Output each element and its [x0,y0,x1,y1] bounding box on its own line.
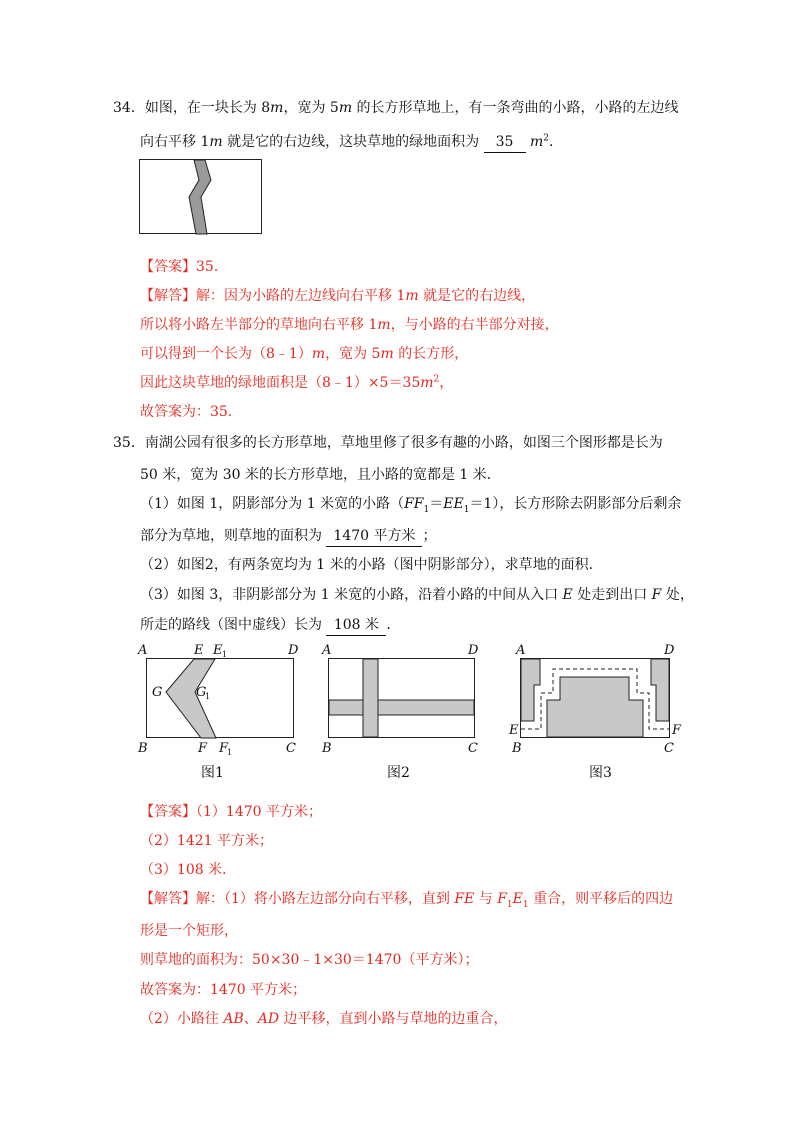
q35-solution-1: 【解答】解：（1）将小路左边部分向右平移，直到 FE 与 $F_1E_1$ 重合，则平移后的四边 [140,891,674,910]
q35-solution-4: 故答案为：1470 平方米； [140,982,307,998]
fig1-label-E: E [194,643,204,658]
fig1-label-F: F [198,741,208,756]
fig1-label-C: C [286,741,296,756]
figure-2-caption: 图2 [387,765,410,781]
figure-2-horizontal-path [329,700,474,715]
q35-part1-line1: （1）如图 1，阴影部分为 1 米宽的小路$(FF_1=EE_1=1)$，长方形除去阴影部分后剩余 [140,496,682,515]
fig3-label-A: A [516,643,526,658]
figure-1 [132,638,304,760]
figure-2 [318,638,486,760]
fig1-label-B: B [138,741,148,756]
q34-solution-3: 可以得到一个长为（8﹣1）m，宽为 5m 的长方形， [140,346,469,362]
q34-line1: 34．如图，在一块长为 8m，宽为 5m 的长方形草地上，有一条弯曲的小路，小路的左边线 [113,100,679,116]
q35-solution-5: （2）小路往 AB、AD 边平移，直到小路与草地的边重合， [140,1011,508,1027]
q34-answer: 【答案】35． [140,259,228,275]
fig2-label-B: B [322,741,332,756]
fig1-label-D: D [288,643,299,658]
q35-answer-1: 【答案】（1）1470 平方米； [140,804,322,820]
fig1-label-G1: G [196,685,207,700]
figure-3-caption: 图3 [589,765,612,781]
fig3-label-D: D [664,643,675,658]
fig1-label-F1: F [219,741,229,756]
fig3-label-F: F [672,723,682,738]
fig3-label-B: B [512,741,522,756]
q35-line2: 50 米，宽为 30 米的长方形草地，且小路的宽都是 1 米． [140,467,501,483]
q35-solution-3: 则草地的面积为：50×30﹣1×30＝1470（平方米）； [140,952,479,968]
figure-2-vertical-path [363,659,378,737]
fig2-label-A: A [322,643,332,658]
figure-3-center-block [547,677,643,737]
q34-solution-1: 【解答】解：因为小路的左边线向右平移 1m 就是它的右边线， [140,288,536,304]
fig2-label-D: D [468,643,479,658]
q34-figure [139,159,263,235]
q35-part1-blank: 1470 平方米 [326,526,422,547]
fig1-label-E1: E [213,643,223,658]
fig2-label-C: C [468,741,478,756]
figure-1-caption: 图1 [201,765,224,781]
svg-text:1: 1 [205,692,211,701]
q35-part3-blank: 108 米 [326,615,386,636]
svg-text:1: 1 [222,650,228,659]
fig3-label-C: C [664,741,674,756]
q35-line1: 35．南湖公园有很多的长方形草地，草地里修了很多有趣的小路，如图三个图形都是长为 [113,435,663,451]
fig3-label-E: E [509,723,519,738]
q34-answer-blank: 35 [484,132,526,153]
q35-part2: （2）如图2，有两条宽均为 1 米的小路（图中阴影部分），求草地的面积． [140,557,603,573]
q35-answer-2: （2）1421 平方米； [140,833,273,849]
svg-text:1: 1 [227,748,233,757]
q35-part3-line2: 所走的路线（图中虚线）长为 108 米 ． [140,615,400,636]
figure-3 [506,638,686,760]
q34-solution-5: 故答案为：35． [140,404,242,420]
fig1-label-G: G [152,685,163,700]
q35-answer-3: （3）108 米． [140,862,237,878]
q35-solution-2: 形是一个矩形， [140,923,238,939]
q35-part3-line1: （3）如图 3，非阴影部分为 1 米宽的小路，沿着小路的中间从入口 E 处走到出口 F 处， [140,587,694,603]
fig1-label-A: A [138,643,148,658]
q34-line2: 向右平移 1m 就是它的右边线，这块草地的绿地面积为 35 $m^2$． [140,132,563,153]
q34-solution-2: 所以将小路左半部分的草地向右平移 1m，与小路的右半部分对接， [140,317,559,333]
q35-part1-line2: 部分为草地，则草地的面积为 1470 平方米 ； [140,526,436,547]
q34-solution-4: 因此这块草地的绿地面积是$(8﹣1)\times 5=35m^2$， [140,374,454,391]
